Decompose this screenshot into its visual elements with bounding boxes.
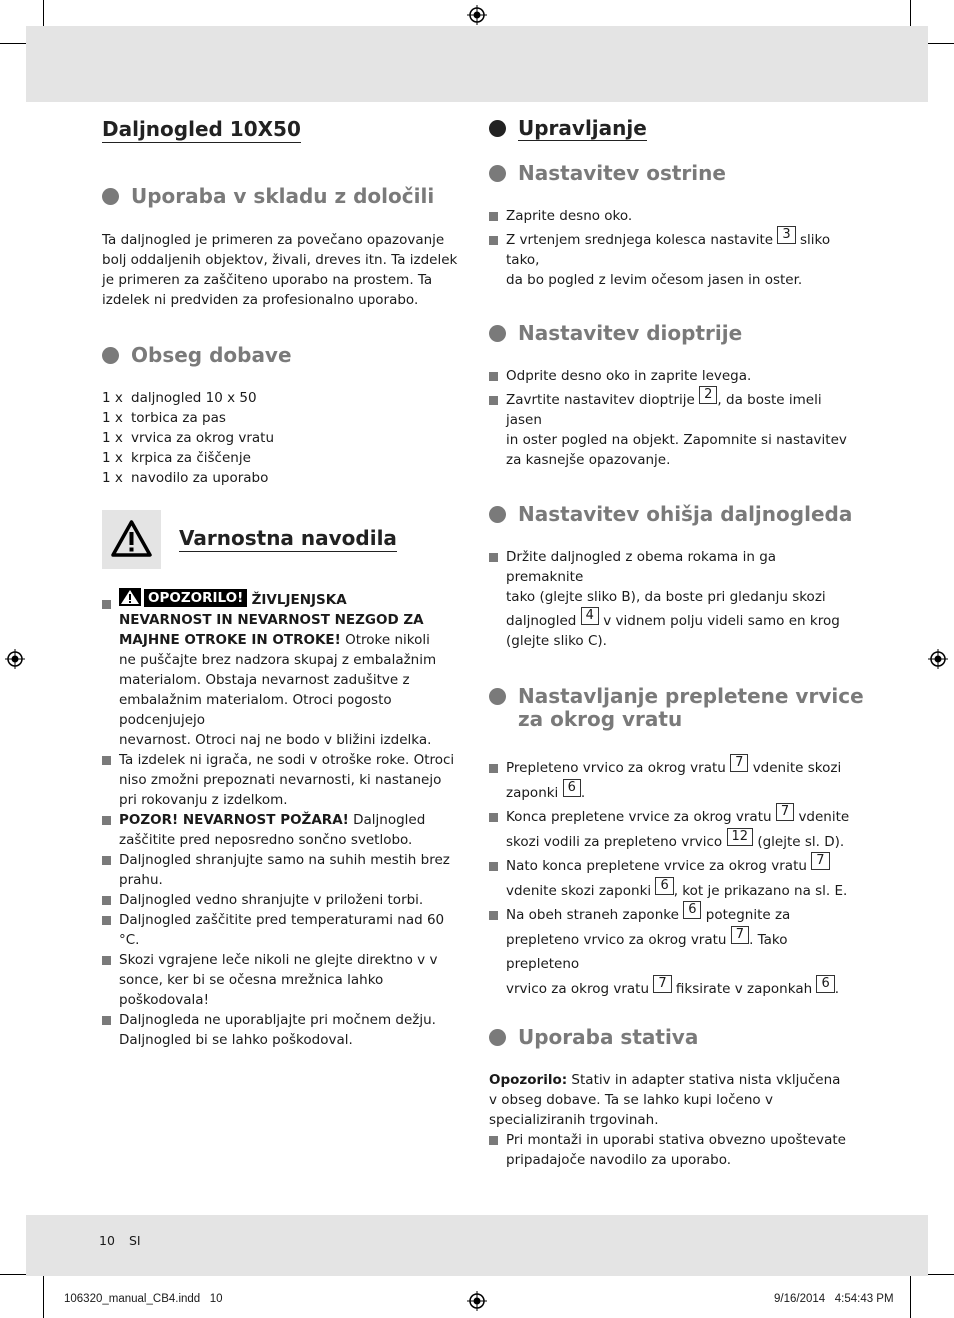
safety-list: [102, 590, 462, 1050]
crop-mark: [910, 1275, 911, 1318]
warning-triangle-icon: [119, 588, 141, 606]
warning-triangle-icon: [102, 510, 161, 569]
figure-ref: 6: [816, 975, 834, 993]
heading-text: Nastavljanje prepletene vrvice: [518, 684, 864, 708]
list-item: Skozi vgrajene leče nikoli ne glejte direktno v v sonce, ker bi se očesna mrežnica lahko poškodovala!: [102, 950, 462, 1010]
list-item: Odprite desno oko in zaprite levega.: [489, 366, 851, 386]
file-info: 106320_manual_CB4.indd 10: [64, 1293, 223, 1305]
figure-ref: 6: [563, 779, 581, 797]
section-heading-ostrina: [489, 162, 726, 185]
list-item: Prepleteno vrvico za okrog vratu 7 vdenite skozi zaponki 6 .: [489, 756, 851, 805]
bullet-square-icon: [102, 896, 111, 905]
bullet-square-icon: [489, 1136, 498, 1145]
stativ-text: [489, 1070, 851, 1170]
bullet-dot-icon: [489, 325, 506, 342]
figure-ref: 7: [653, 975, 671, 993]
warning-label: OPOZORILO!: [144, 589, 247, 607]
bullet-dot-icon: [489, 120, 506, 137]
bullet-square-icon: [102, 956, 111, 965]
bullet-square-icon: [102, 816, 111, 825]
bullet-square-icon: [102, 856, 111, 865]
list-item: Nato konca prepletene vrvice za okrog vratu 7 vdenite skozi zaponki 6 , kot je prikazano na sl. E.: [489, 854, 851, 903]
warning-box: [102, 510, 161, 569]
figure-ref: 12: [727, 828, 754, 846]
bullet-square-icon: [489, 553, 498, 562]
figure-ref: 6: [683, 901, 701, 919]
figure-ref: 2: [699, 386, 717, 404]
uporaba-text: Ta daljnogled je primeren za povečano opazovanje bolj oddaljenih objektov, živali, dreves itn. Ta izdelek je primeren za zaščiteno uporabo na prostem. Ta izdelek ni predviden za profesionalno uporabo.: [102, 232, 458, 308]
ohisje-list: [489, 547, 851, 651]
list-item: 1 x krpica za čiščenje: [102, 450, 251, 466]
registration-mark-icon: [928, 649, 948, 669]
section-heading-stativ: [489, 1026, 698, 1049]
bullet-square-icon: [102, 916, 111, 925]
registration-mark-icon: [467, 1291, 487, 1311]
heading-text: Nastavitev ostrine: [518, 161, 726, 185]
bullet-dot-icon: [102, 188, 119, 205]
bullet-square-icon: [489, 236, 498, 245]
list-item: 1 x navodilo za uporabo: [102, 470, 269, 486]
bullet-dot-icon: [489, 688, 506, 705]
section-heading-ohisje: [489, 503, 852, 526]
bullet-square-icon: [489, 813, 498, 822]
figure-ref: 3: [777, 226, 795, 244]
bullet-square-icon: [489, 372, 498, 381]
bullet-square-icon: [489, 764, 498, 773]
list-item: OPOZORILO! ŽIVLJENJSKA NEVARNOST IN NEVARNOST NEZGOD ZA MAJHNE OTROKE IN OTROKE! Otroke nikoli ne puščajte brez nadzora skupaj z embalažnim materialom. Obstaja nevarnost zadušitve z embalažnim materialom. Otroci pogosto podcenjujejo nevarnost. Otroci naj ne bodo v bližini izdelka.: [102, 590, 462, 750]
bullet-square-icon: [489, 862, 498, 871]
list-item: Ta izdelek ni igrača, ne sodi v otroške roke. Otroci niso zmožni prepoznati nevarnosti, ki nastanejo pri rokovanju z izdelkom.: [102, 750, 462, 810]
language-code: SI: [129, 1233, 141, 1248]
safety-heading: Varnostna navodila: [179, 526, 397, 550]
list-item: Konca prepletene vrvice za okrog vratu 7 vdenite skozi vodili za prepleteno vrvico 12 (glejte sl. D).: [489, 805, 851, 854]
list-item: Daljnogleda ne uporabljajte pri močnem dežju. Daljnogled bi se lahko poškodoval.: [102, 1010, 462, 1050]
page-title: Daljnogled 10X50: [102, 117, 301, 141]
figure-ref: 6: [655, 877, 673, 895]
footer-band: [26, 1215, 928, 1276]
heading-text: Nastavitev ohišja daljnogleda: [518, 502, 853, 526]
list-item: 1 x torbica za pas: [102, 410, 226, 426]
heading-text: za okrog vratu: [518, 707, 683, 731]
section-heading-upravljanje: [489, 117, 647, 141]
scope-list: [102, 388, 462, 488]
bullet-square-icon: [102, 756, 111, 765]
list-item: 1 x daljnogled 10 x 50: [102, 390, 257, 406]
bullet-square-icon: [102, 1016, 111, 1025]
heading-text: Upravljanje: [518, 116, 647, 140]
heading-text: Uporaba stativa: [518, 1025, 699, 1049]
bullet-dot-icon: [489, 506, 506, 523]
bullet-dot-icon: [489, 165, 506, 182]
stativ-paragraph: Opozorilo: Stativ in adapter stativa nista vključena v obseg dobave. Ta se lahko kupi ločeno v specializiranih trgovinah.: [489, 1072, 841, 1128]
figure-ref: 7: [731, 926, 749, 944]
bullet-square-icon: [489, 212, 498, 221]
list-item: Pri montaži in uporabi stativa obvezno upoštevate pripadajoče navodilo za uporabo.: [489, 1130, 851, 1170]
heading-text: Obseg dobave: [131, 343, 292, 367]
heading-text: Nastavitev dioptrije: [518, 321, 743, 345]
list-item: Daljnogled vedno shranjujte v priloženi torbi.: [102, 890, 462, 910]
section-heading-obseg: [102, 344, 292, 367]
list-item: Na obeh straneh zaponke 6 potegnite za prepleteno vrvico za okrog vratu 7 . Tako prepleteno vrvico za okrog vratu 7 fiksirate v zaponkah 6 .: [489, 903, 851, 1001]
list-item: Zaprite desno oko.: [489, 206, 851, 226]
bullet-square-icon: [489, 396, 498, 405]
print-date: 9/16/2014 4:54:43 PM: [774, 1293, 894, 1305]
registration-mark-icon: [467, 5, 487, 25]
page-number: 10: [99, 1233, 115, 1248]
dioptrija-list: [489, 366, 851, 470]
list-item: Držite daljnogled z obema rokama in ga premaknite tako (glejte sliko B), da boste pri gledanju skozi daljnogled 4 v vidnem polju videli samo en krog (glejte sliko C).: [489, 547, 851, 651]
crop-mark: [924, 43, 954, 44]
list-item: 1 x vrvica za okrog vratu: [102, 430, 275, 446]
figure-ref: 7: [811, 852, 829, 870]
section-heading-vrvica: [489, 685, 864, 731]
section-heading-uporaba: [102, 185, 434, 208]
figure-ref: 7: [776, 803, 794, 821]
header-band: [26, 26, 928, 102]
bullet-square-icon: [489, 911, 498, 920]
bullet-dot-icon: [102, 347, 119, 364]
bullet-dot-icon: [489, 1029, 506, 1046]
figure-ref: 4: [581, 607, 599, 625]
vrvica-list: [489, 756, 851, 1001]
crop-mark: [924, 1274, 954, 1275]
ostrina-list: [489, 206, 851, 290]
heading-text: Uporaba v skladu z določili: [131, 184, 435, 208]
figure-ref: 7: [730, 754, 748, 772]
list-item: Daljnogled shranjujte samo na suhih mestih brez prahu.: [102, 850, 462, 890]
bullet-square-icon: [102, 600, 111, 609]
list-item: Z vrtenjem srednjega kolesca nastavite 3 sliko tako, da bo pogled z levim očesom jasen in oster.: [489, 230, 851, 290]
list-item: Daljnogled zaščitite pred temperaturami nad 60 °C.: [102, 910, 462, 950]
crop-mark: [43, 1275, 44, 1318]
registration-mark-icon: [5, 649, 25, 669]
list-item: Zavrtite nastavitev dioptrije 2 , da boste imeli jasen in oster pogled na objekt. Zapomnite si nastavitev za kasnejše opazovanje.: [489, 390, 851, 470]
list-item: POZOR! NEVARNOST POŽARA! Daljnogled zaščitite pred neposredno sončno svetlobo.: [102, 810, 462, 850]
section-heading-dioptrija: [489, 322, 742, 345]
